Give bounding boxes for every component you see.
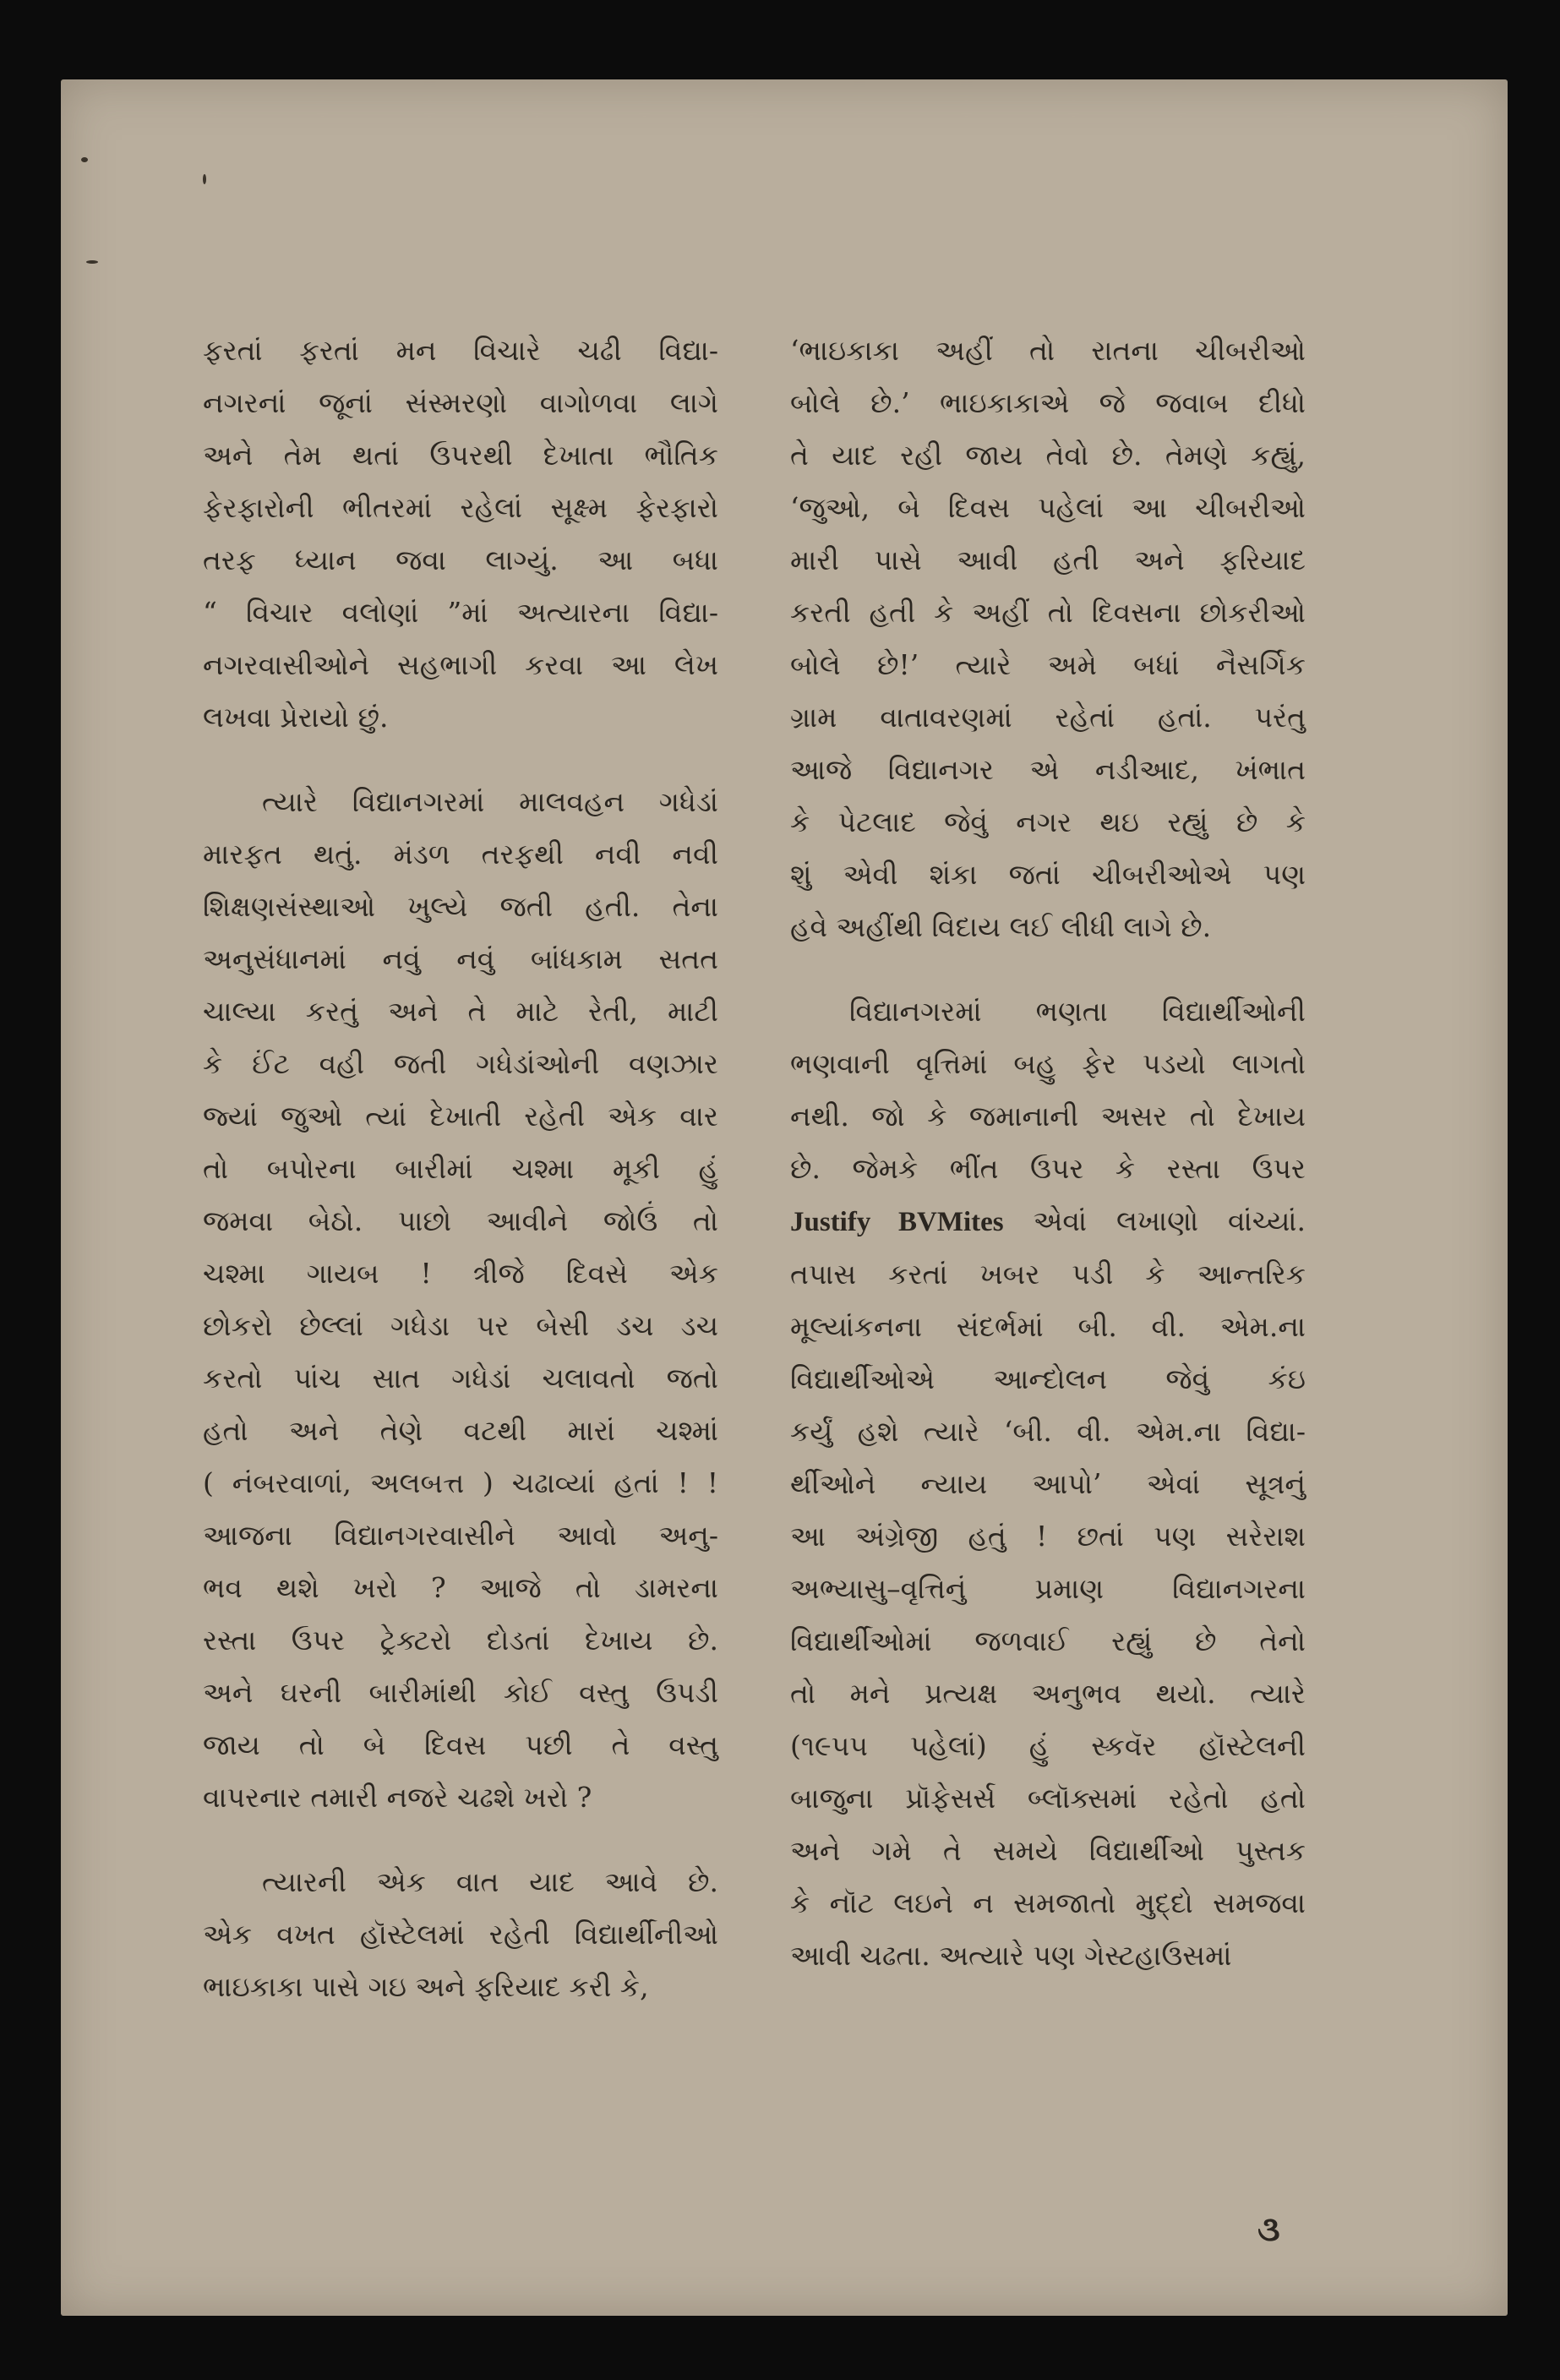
text-line: તે યાદ રહી જાય તેવો છે. તેમણે કહ્યું, xyxy=(790,439,1306,472)
text-line: છે. જેમકે ભીંત ઉપર કે રસ્તા ઉપર xyxy=(790,1152,1306,1185)
text-line: શિક્ષણસંસ્થાઓ ખુલ્યે જતી હતી. તેના xyxy=(203,890,718,923)
text-line: ભાઇકાકા પાસે ગઇ અને ફરિયાદ કરી કે, xyxy=(203,1970,649,2003)
text-line: વાપરનાર તમારી નજરે ચઢશે ખરો ? xyxy=(203,1781,592,1814)
paragraph-gap xyxy=(203,744,718,776)
text-line: લખવા પ્રેરાયો છું. xyxy=(203,701,389,734)
page-number: ૩ xyxy=(1257,2209,1280,2249)
text-line: મારફત થતું. મંડળ તરફથી નવી નવી xyxy=(203,838,718,871)
paper-blemish xyxy=(81,157,88,162)
paper-page xyxy=(61,79,1508,2316)
text-line: ‘ભાઇકાકા અહીં તો રાતના ચીબરીઓ xyxy=(790,334,1306,367)
text-line: ફરતાં ફરતાં મન વિચારે ચઢી વિદ્યા- xyxy=(203,334,718,367)
text-line: હવે અહીંથી વિદાય લઈ લીધી લાગે છે. xyxy=(790,910,1212,943)
right-column xyxy=(790,325,1306,1982)
text-line: તરફ ધ્યાન જવા લાગ્યું. આ બધા xyxy=(203,543,718,576)
text-line: (૧૯૫૫ પહેલાં) હું સ્કવૅર હૉસ્ટેલની xyxy=(790,1729,1306,1762)
paragraph-gap xyxy=(790,953,1306,985)
text-line: રસ્તા ઉપર ટ્રેક્ટરો દોડતાં દેખાય છે. xyxy=(203,1624,718,1657)
text-line: જમવા બેઠો. પાછો આવીને જોઉં તો xyxy=(203,1204,718,1237)
paragraph xyxy=(790,985,1306,1982)
paper-blemish xyxy=(86,260,98,264)
text-line: ગ્રામ વાતાવરણમાં રહેતાં હતાં. પરંતુ xyxy=(790,701,1306,734)
text-line: આજે વિદ્યાનગર એ નડીઆદ, ખંભાત xyxy=(790,753,1306,786)
text-line: “ વિચાર વલોણાં ”માં અત્યારના વિદ્યા- xyxy=(203,596,718,629)
paragraph xyxy=(203,1856,718,2013)
text-line: અને તેમ થતાં ઉપરથી દેખાતા ભૌતિક xyxy=(203,439,718,472)
text-line: મૂલ્યાંકનના સંદર્ભમાં બી. વી. એમ.ના xyxy=(790,1310,1306,1343)
left-column xyxy=(203,325,718,2013)
paragraph xyxy=(790,325,1306,953)
text-line: કે પેટલાદ જેવું નગર થઇ રહ્યું છે કે xyxy=(790,805,1306,838)
text-line: બોલે છે!’ ત્યારે અમે બધાં નૈસર્ગિક xyxy=(790,648,1306,681)
text-line: ભવ થશે ખરો ? આજે તો ડામરના xyxy=(203,1571,718,1604)
text-line: અનુસંધાનમાં નવું નવું બાંધકામ સતત xyxy=(203,942,718,975)
text-line: જાય તો બે દિવસ પછી તે વસ્તુ xyxy=(203,1728,718,1761)
text-line: નગરવાસીઓને સહભાગી કરવા આ લેખ xyxy=(203,648,718,681)
text-line: કે ઈંટ વહી જતી ગધેડાંઓની વણઝાર xyxy=(203,1047,718,1080)
text-line: ‘જુઓ, બે દિવસ પહેલાં આ ચીબરીઓ xyxy=(790,491,1306,524)
text-line: ફેરફારોની ભીતરમાં રહેલાં સૂક્ષ્મ ફેરફારો xyxy=(203,491,718,524)
text-line: જ્યાં જુઓ ત્યાં દેખાતી રહેતી એક વાર xyxy=(203,1100,718,1133)
text-line: ત્યારની એક વાત યાદ આવે છે. xyxy=(262,1865,718,1898)
text-line: બોલે છે.’ ભાઇકાકાએ જે જવાબ દીધો xyxy=(790,386,1306,419)
text-line: Justify BVMites એવાં લખાણો વાંચ્યાં. xyxy=(790,1204,1306,1237)
text-line: ( નંબરવાળાં, અલબત્ત ) ચઢાવ્યાં હતાં ! ! xyxy=(203,1466,718,1499)
paragraph-gap xyxy=(203,1824,718,1856)
text-line: ત્યારે વિદ્યાનગરમાં માલવહન ગધેડાં xyxy=(262,785,718,818)
text-line: ર્થીઓને ન્યાય આપો’ એવાં સૂત્રનું xyxy=(790,1467,1306,1500)
text-line: બાજુના પ્રૉફેસર્સ બ્લૉક્સમાં રહેતો હતો xyxy=(790,1782,1306,1815)
text-line: આવી ચઢતા. અત્યારે પણ ગેસ્ટહાઉસમાં xyxy=(790,1939,1232,1972)
text-line: વિદ્યાનગરમાં ભણતા વિદ્યાર્થીઓની xyxy=(849,995,1306,1028)
text-line: ચાલ્યા કરતું અને તે માટે રેતી, માટી xyxy=(203,995,718,1028)
text-line: હતો અને તેણે વટથી મારાં ચશ્માં xyxy=(203,1414,718,1447)
paragraph xyxy=(203,325,718,744)
text-line: વિદ્યાર્થીઓએ આન્દોલન જેવું કંઇ xyxy=(790,1362,1306,1395)
text-line: તપાસ કરતાં ખબર પડી કે આન્તરિક xyxy=(790,1258,1306,1291)
text-line: ચશ્મા ગાયબ ! ત્રીજે દિવસે એક xyxy=(203,1257,718,1290)
text-line: આજના વિદ્યાનગરવાસીને આવો અનુ- xyxy=(203,1519,718,1552)
text-line: છોકરો છેલ્લાં ગધેડા પર બેસી ડચ ડચ xyxy=(203,1309,718,1342)
paper-blemish xyxy=(203,174,206,184)
text-line: કે નૉટ લઇને ન સમજાતો મુદ્દો સમજવા xyxy=(790,1886,1306,1919)
text-line: ભણવાની વૃત્તિમાં બહુ ફેર પડયો લાગતો xyxy=(790,1047,1306,1080)
text-line: નગરનાં જૂનાં સંસ્મરણો વાગોળવા લાગે xyxy=(203,386,718,419)
paragraph xyxy=(203,776,718,1824)
text-line: તો મને પ્રત્યક્ષ અનુભવ થયો. ત્યારે xyxy=(790,1677,1306,1710)
text-line: કર્યું હશે ત્યારે ‘બી. વી. એમ.ના વિદ્યા- xyxy=(790,1415,1306,1448)
text-line: અભ્યાસુ–વૃત્તિનું પ્રમાણ વિદ્યાનગરના xyxy=(790,1572,1306,1605)
text-line: નથી. જો કે જમાનાની અસર તો દેખાય xyxy=(790,1100,1306,1133)
text-line: કરતો પાંચ સાત ગધેડાં ચલાવતો જતો xyxy=(203,1362,718,1395)
text-line: વિદ્યાર્થીઓમાં જળવાઈ રહ્યું છે તેનો xyxy=(790,1624,1306,1657)
text-line: કરતી હતી કે અહીં તો દિવસના છોકરીઓ xyxy=(790,596,1306,629)
text-line: મારી પાસે આવી હતી અને ફરિયાદ xyxy=(790,543,1306,576)
text-line: અને ગમે તે સમયે વિદ્યાર્થીઓ પુસ્તક xyxy=(790,1834,1306,1867)
text-line: શું એવી શંકા જતાં ચીબરીઓએ પણ xyxy=(790,858,1306,891)
text-line: અને ઘરની બારીમાંથી કોઈ વસ્તુ ઉપડી xyxy=(203,1676,718,1709)
text-line: આ અંગ્રેજી હતું ! છતાં પણ સરેરાશ xyxy=(790,1520,1306,1553)
text-line: એક વખત હૉસ્ટેલમાં રહેતી વિદ્યાર્થીનીઓ xyxy=(203,1918,718,1951)
text-line: તો બપોરના બારીમાં ચશ્મા મૂકી હું xyxy=(203,1152,718,1185)
